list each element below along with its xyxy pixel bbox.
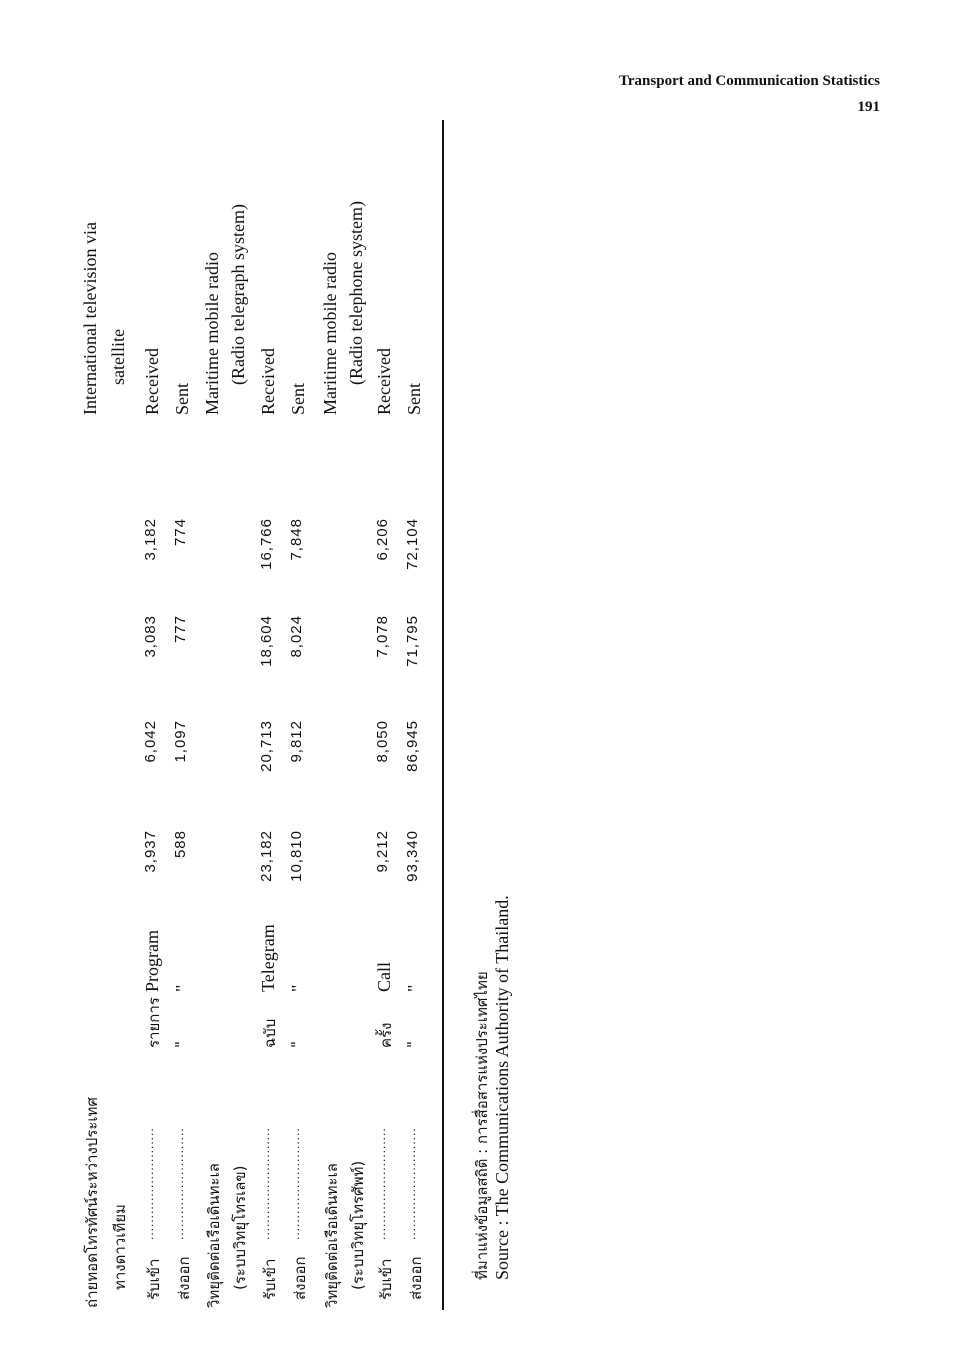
row-unit-thai: ฉบับ [261,1018,279,1048]
row-value-4: 16,766 [258,518,275,570]
table-bottom-rule [442,120,444,1310]
row-unit-english: Program [142,930,162,992]
row-thai-label: ถ่ายทอดโทรทัศน์ระหว่างประเทศ [83,1097,101,1308]
row-value-2: 9,812 [288,720,305,763]
page-header [619,68,880,120]
row-value-1: 9,212 [374,830,391,873]
row-english-label: Received [142,348,162,415]
row-english-label: Sent [172,382,192,415]
source-english: Source : The Communications Authority of Thailand. [492,895,512,1280]
row-english-label: (Radio telephone system) [346,201,366,385]
row-value-1: 10,810 [288,830,305,882]
row-value-4: 72,104 [404,518,421,570]
row-thai-label: รับเข้า [261,1258,279,1300]
row-value-2: 1,097 [172,720,189,763]
row-thai-label: วิทยุติดต่อเรือเดินทะเล [323,1163,341,1308]
row-unit-thai: รายการ [145,997,163,1048]
row-english-label: Received [374,348,394,415]
row-leader-dots: .......................... [142,1127,156,1240]
row-thai-label: ส่งออก [407,1256,425,1300]
row-thai-label: (ระบบวิทยุโทรศัพท์) [349,1160,367,1290]
row-value-1: 588 [172,830,189,859]
row-value-3: 777 [172,615,189,644]
row-english-label: Received [258,348,278,415]
row-leader-dots: .......................... [258,1127,272,1240]
row-unit-english: Call [374,962,394,992]
row-value-3: 8,024 [288,615,305,658]
page-header-title: Transport and Communication Statistics [619,73,880,89]
row-unit-thai: " [404,1041,422,1048]
row-thai-label: ส่งออก [291,1256,309,1300]
row-thai-label: (ระบบวิทยุโทรเลข) [231,1165,249,1290]
row-leader-dots: .......................... [404,1127,418,1240]
row-value-4: 7,848 [288,518,305,561]
row-value-1: 93,340 [404,830,421,882]
row-value-4: 6,206 [374,518,391,561]
row-value-2: 8,050 [374,720,391,763]
row-english-label: Maritime mobile radio [320,252,340,415]
row-unit-thai: " [172,1041,190,1048]
row-leader-dots: .......................... [172,1127,186,1240]
row-unit-english: " [288,984,308,992]
row-english-label: Sent [404,382,424,415]
row-leader-dots: .......................... [288,1127,302,1240]
source-thai: ที่มาแห่งข้อมูลสถิติ : การสื่อสารแห่งประเทศไทย [473,971,491,1280]
row-english-label: Sent [288,382,308,415]
row-thai-label: วิทยุติดต่อเรือเดินทะเล [205,1163,223,1308]
row-value-1: 23,182 [258,830,275,882]
row-unit-english: " [404,984,424,992]
row-value-2: 6,042 [142,720,159,763]
row-value-3: 71,795 [404,615,421,667]
row-unit-english: " [172,984,192,992]
row-value-2: 20,713 [258,720,275,772]
row-thai-label: ทางดาวเทียม [111,1204,129,1290]
row-value-3: 18,604 [258,615,275,667]
row-english-label: International television via [80,222,100,415]
rotated-table-block [80,10,580,1310]
row-value-4: 774 [172,518,189,547]
row-value-3: 3,083 [142,615,159,658]
row-value-2: 86,945 [404,720,421,772]
row-thai-label: รับเข้า [377,1258,395,1300]
row-thai-label: รับเข้า [145,1258,163,1300]
row-value-1: 3,937 [142,830,159,873]
row-value-3: 7,078 [374,615,391,658]
row-unit-english: Telegram [258,924,278,992]
row-leader-dots: .......................... [374,1127,388,1240]
page-number: 191 [857,99,880,115]
row-english-label: satellite [108,329,128,385]
row-unit-thai: " [288,1041,306,1048]
row-value-4: 3,182 [142,518,159,561]
row-unit-thai: ครั้ง [377,1022,395,1048]
row-thai-label: ส่งออก [175,1256,193,1300]
row-english-label: (Radio telegraph system) [228,204,248,385]
row-english-label: Maritime mobile radio [202,252,222,415]
